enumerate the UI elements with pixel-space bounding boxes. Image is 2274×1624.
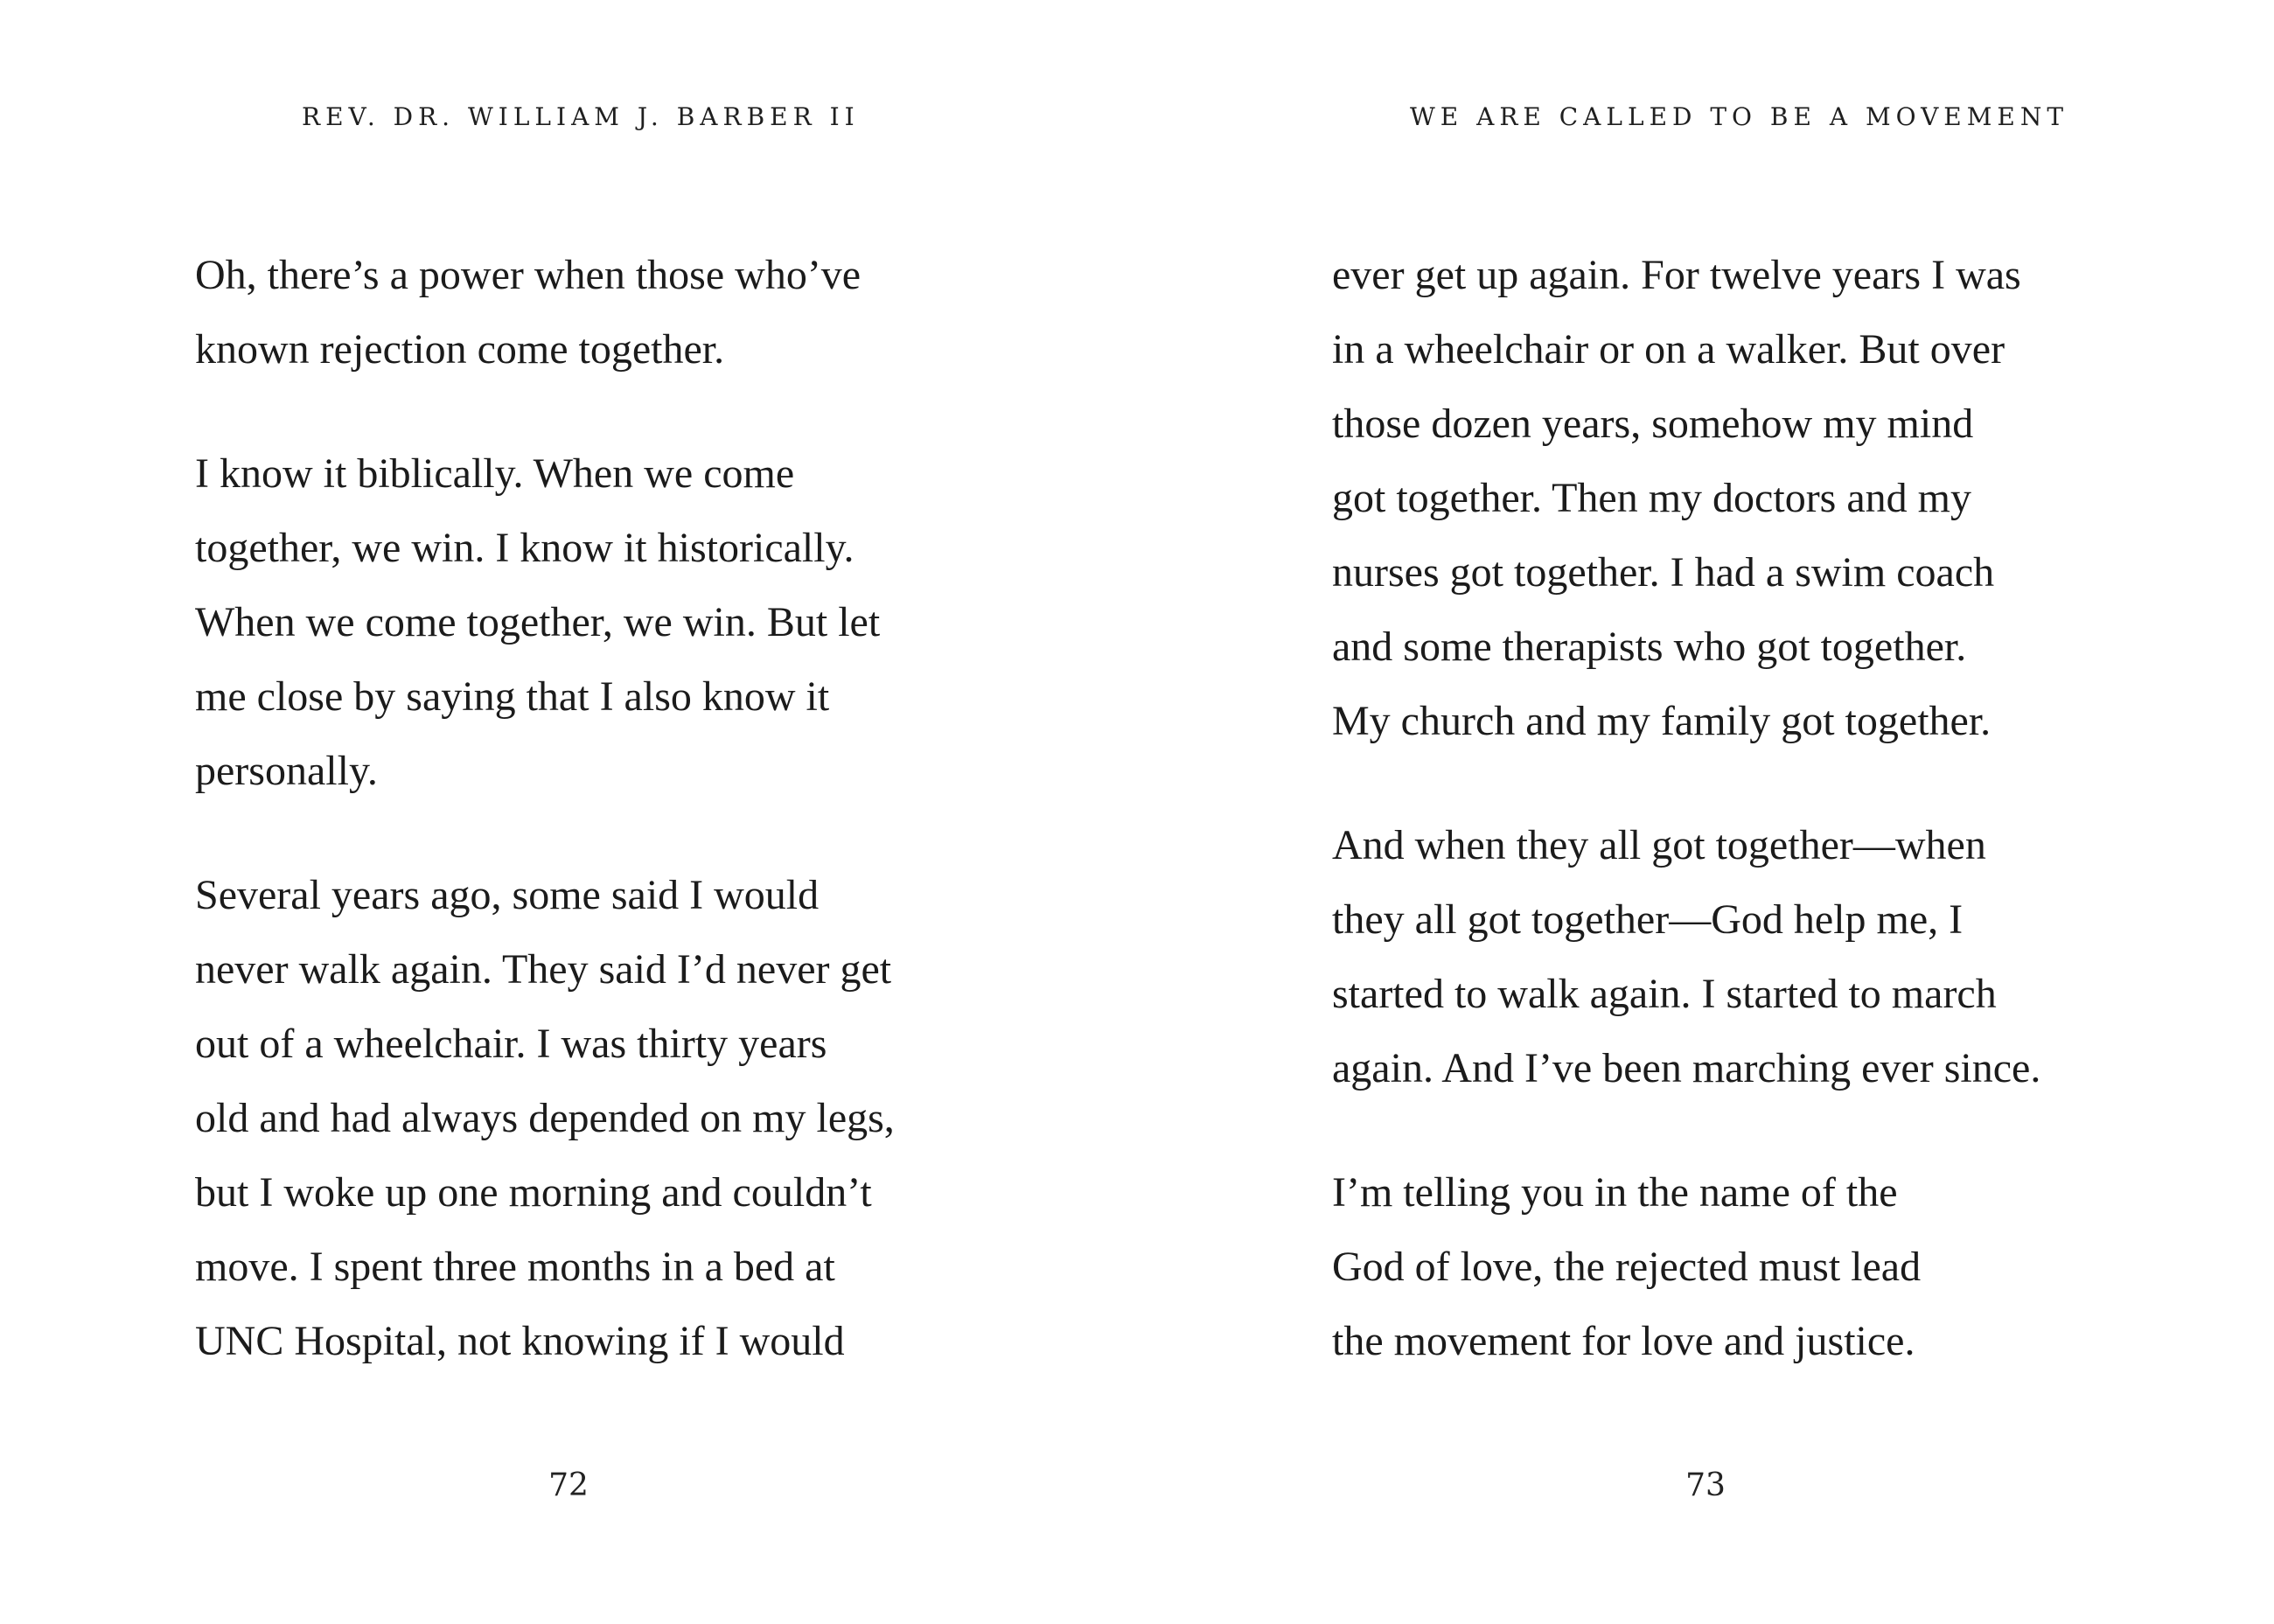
body-paragraph (1332, 808, 2145, 1105)
body-paragraph (195, 238, 1008, 387)
text-line: Oh, there’s a power when those who’ve (195, 252, 861, 298)
running-head-author: REV. DR. WILLIAM J. BARBER II (302, 102, 860, 131)
page-number-right: 73 (1685, 1467, 1726, 1503)
text-line: got together. Then my doctors and my (1332, 475, 1971, 521)
text-line: known rejection come together. (195, 326, 725, 373)
text-line: I know it biblically. When we come (195, 450, 795, 497)
text-line: My church and my family got together. (1332, 698, 1991, 744)
right-text-column (1332, 238, 2145, 1378)
running-head-title: WE ARE CALLED TO BE A MOVEMENT (1410, 102, 2069, 131)
text-line: out of a wheelchair. I was thirty years (195, 1021, 827, 1067)
text-line: nurses got together. I had a swim coach (1332, 549, 1995, 596)
text-line: move. I spent three months in a bed at (195, 1244, 835, 1290)
left-text-column (195, 238, 1008, 1378)
text-line: they all got together—God help me, I (1332, 896, 1964, 943)
text-line: I’m telling you in the name of the (1332, 1169, 1898, 1216)
text-line: the movement for love and justice. (1332, 1318, 1915, 1364)
text-line: but I woke up one morning and couldn’t (195, 1169, 872, 1216)
text-line: UNC Hospital, not knowing if I would (195, 1318, 845, 1364)
text-line: personally. (195, 748, 378, 794)
text-line: together, we win. I know it historically. (195, 525, 854, 571)
text-line: never walk again. They said I’d never get (195, 946, 892, 993)
text-line: again. And I’ve been marching ever since. (1332, 1045, 2041, 1091)
text-line: Several years ago, some said I would (195, 872, 820, 918)
page-number-left: 72 (548, 1467, 589, 1503)
text-line: God of love, the rejected must lead (1332, 1244, 1922, 1290)
text-line: ever get up again. For twelve years I was (1332, 252, 2021, 298)
body-paragraph (1332, 238, 2145, 758)
text-line: old and had always depended on my legs, (195, 1095, 895, 1141)
body-paragraph (1332, 1155, 2145, 1378)
text-line: started to walk again. I started to march (1332, 971, 1997, 1017)
text-line: and some therapists who got together. (1332, 624, 1967, 670)
text-line: those dozen years, somehow my mind (1332, 401, 1974, 447)
text-line: When we come together, we win. But let (195, 599, 881, 645)
text-line: me close by saying that I also know it (195, 673, 830, 720)
body-paragraph (195, 858, 1008, 1378)
text-line: in a wheelchair or on a walker. But over (1332, 326, 2005, 373)
body-paragraph (195, 436, 1008, 808)
text-line: And when they all got together—when (1332, 822, 1986, 868)
